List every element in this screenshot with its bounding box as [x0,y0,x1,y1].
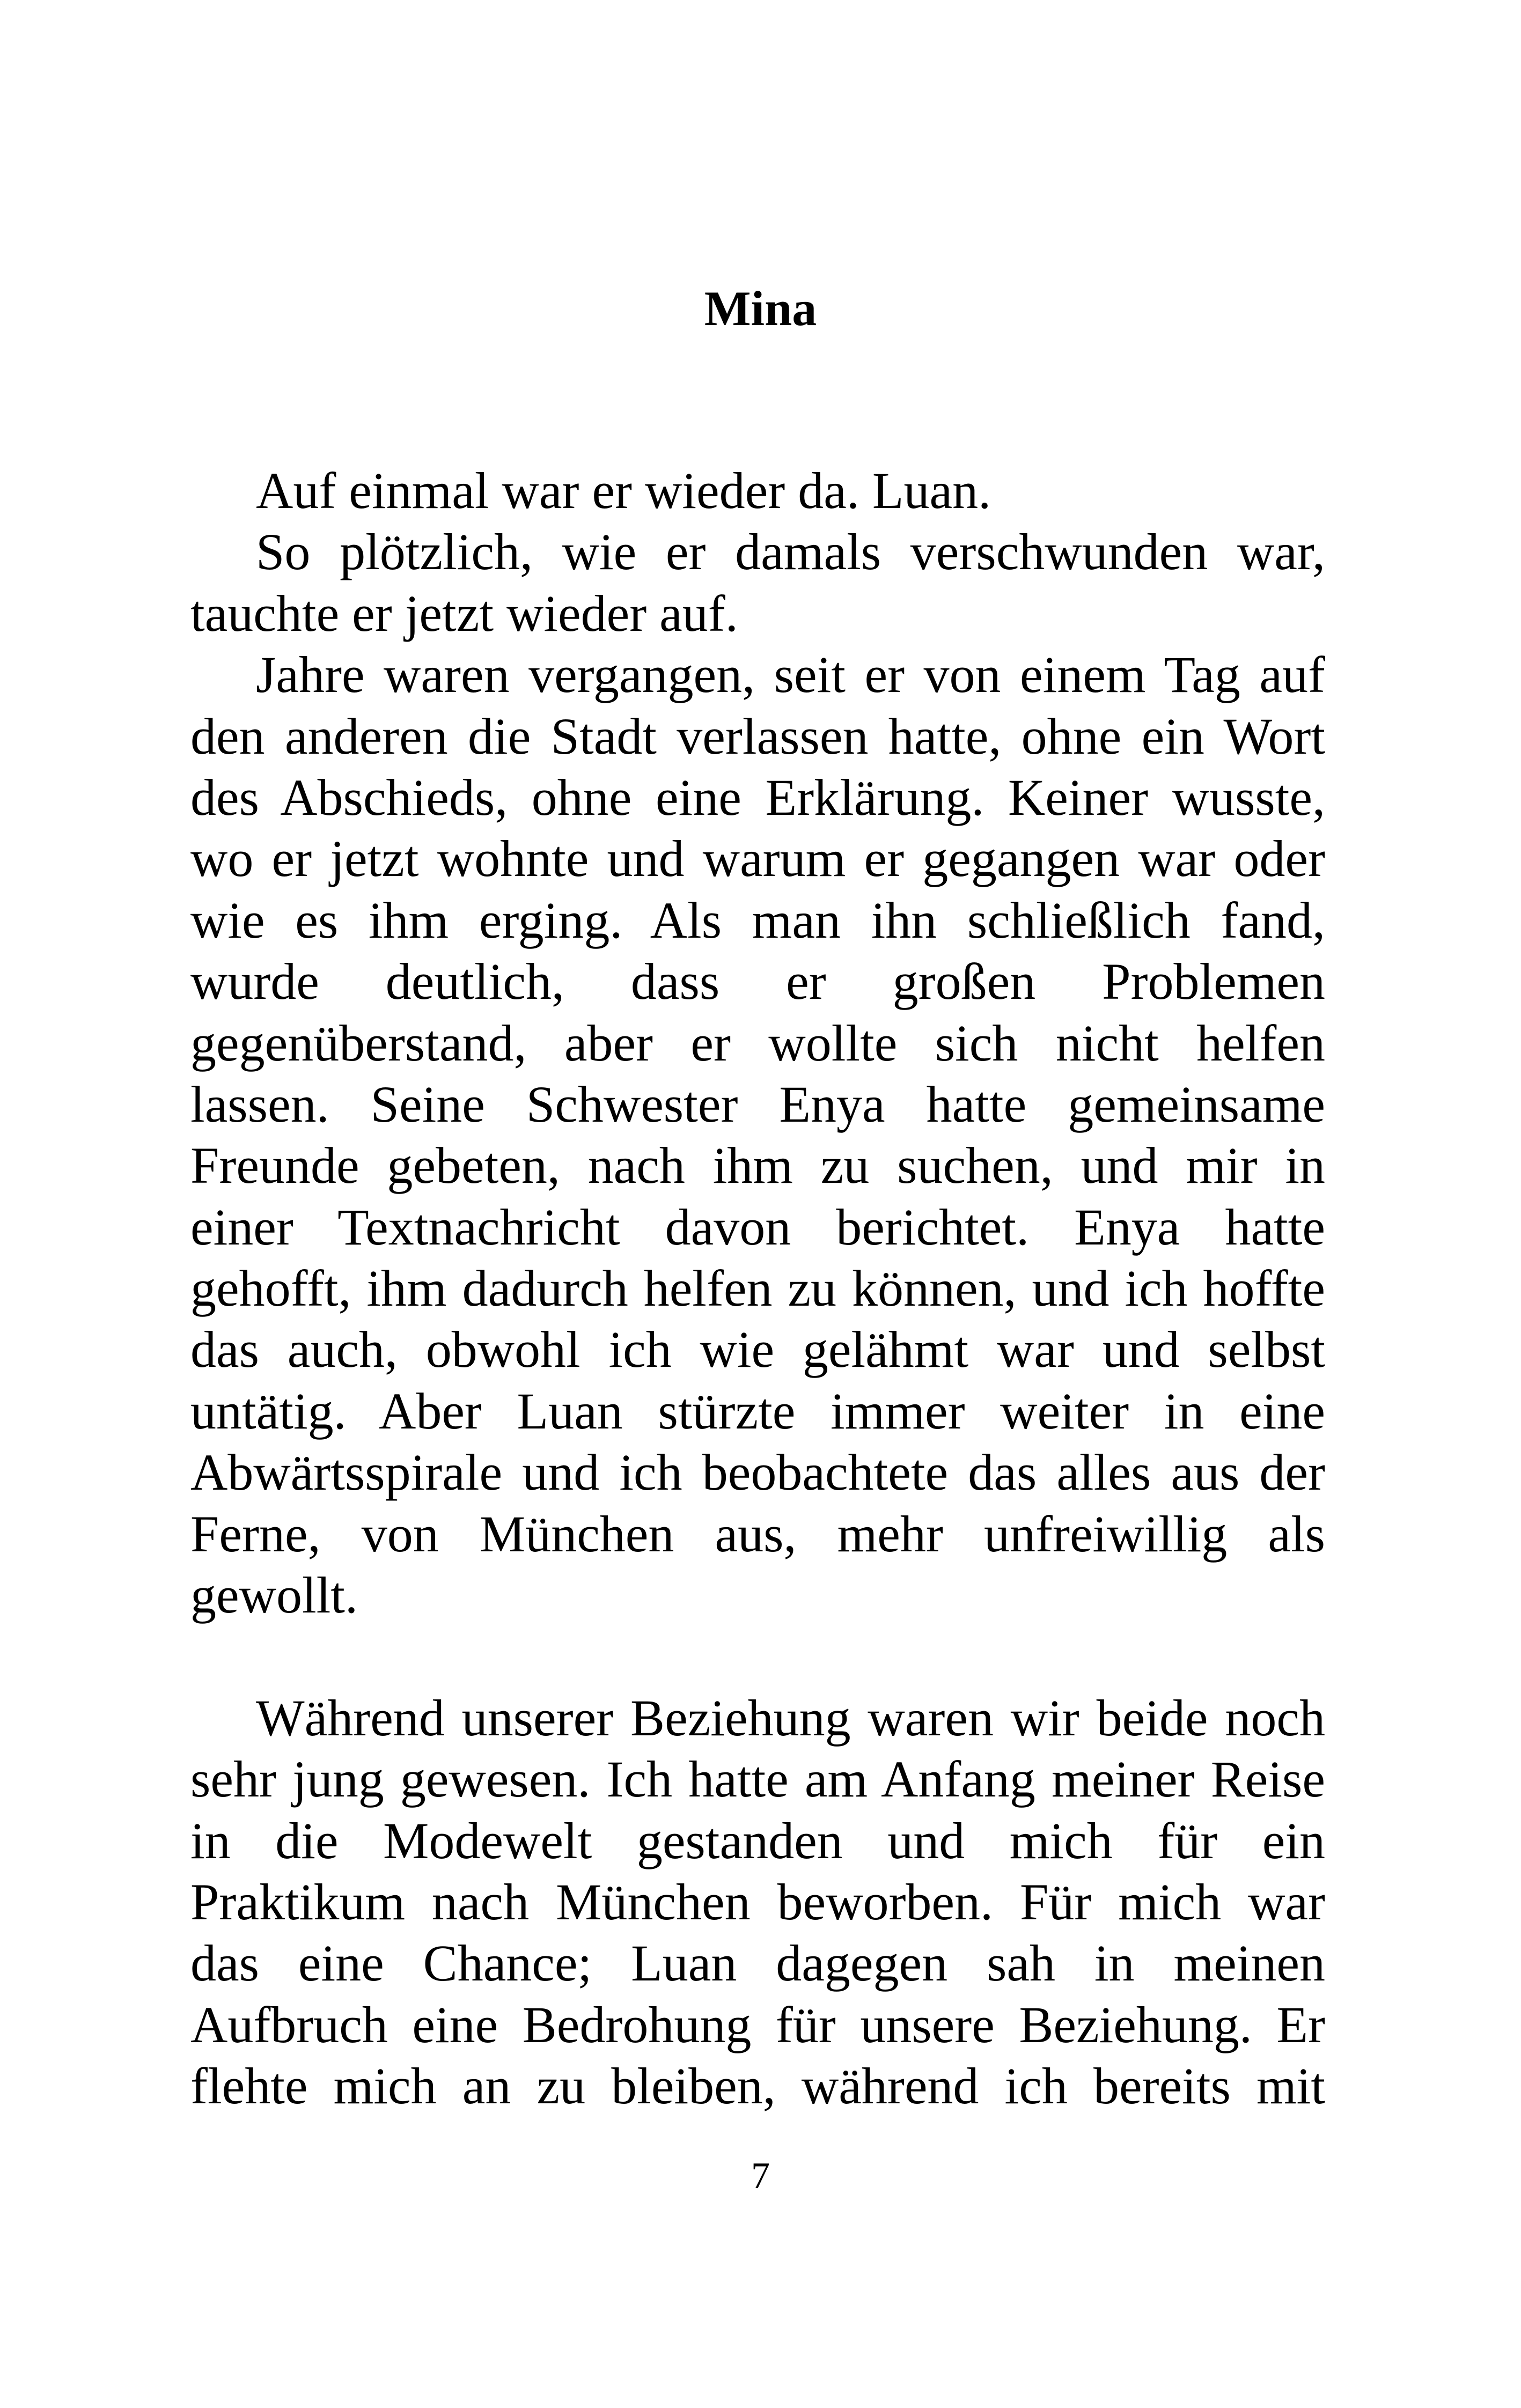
text-line: wie es ihm erging. Als man ihn schließlich fand, [190,891,1325,949]
text-line: lassen. Seine Schwester Enya hatte gemeinsame [190,1075,1325,1133]
text-line: Abwärtsspirale und ich beobachtete das alles aus der [190,1444,1325,1501]
text-line: des Abschieds, ohne eine Erklärung. Keiner wusste, [190,768,1325,826]
text-line: gewollt. [190,1566,358,1624]
chapter-title: Mina [704,281,817,336]
text-line: wo er jetzt wohnte und warum er gegangen war oder [190,830,1325,888]
text-line: den anderen die Stadt verlassen hatte, ohne ein Wort [190,707,1325,765]
text-line: Ferne, von München aus, mehr unfreiwillig als [190,1505,1325,1563]
page-number: 7 [751,2155,770,2197]
text-line: gehofft, ihm dadurch helfen zu können, und ich hoffte [190,1260,1325,1317]
text-line: sehr jung gewesen. Ich hatte am Anfang meiner Reise [190,1750,1325,1808]
text-line: gegenüberstand, aber er wollte sich nicht helfen [190,1014,1325,1072]
text-line: untätig. Aber Luan stürzte immer weiter in eine [190,1382,1325,1440]
body-text [190,460,1325,2117]
text-line: flehte mich an zu bleiben, während ich bereits mit [190,2057,1325,2115]
text-line: Freunde gebeten, nach ihm zu suchen, und mir in [190,1137,1325,1195]
paragraph-break [190,1626,1325,1687]
text-line: Jahre waren vergangen, seit er von einem Tag auf [256,646,1325,704]
text-line: Während unserer Beziehung waren wir beide noch [256,1689,1325,1747]
text-line: tauchte er jetzt wieder auf. [190,584,738,642]
text-line: Auf einmal war er wieder da. Luan. [256,462,991,519]
text-line: in die Modewelt gestanden und mich für ein [190,1811,1325,1869]
text-line: einer Textnachricht davon berichtet. Enya hatte [190,1198,1325,1256]
text-line: das auch, obwohl ich wie gelähmt war und selbst [190,1321,1325,1379]
text-line: Aufbruch eine Bedrohung für unsere Beziehung. Er [190,1995,1325,2053]
text-line: wurde deutlich, dass er großen Problemen [190,953,1325,1011]
text-line: So plötzlich, wie er damals verschwunden war, [256,523,1325,581]
text-line: das eine Chance; Luan dagegen sah in meinen [190,1934,1325,1992]
text-line: Praktikum nach München beworben. Für mich war [190,1873,1325,1931]
